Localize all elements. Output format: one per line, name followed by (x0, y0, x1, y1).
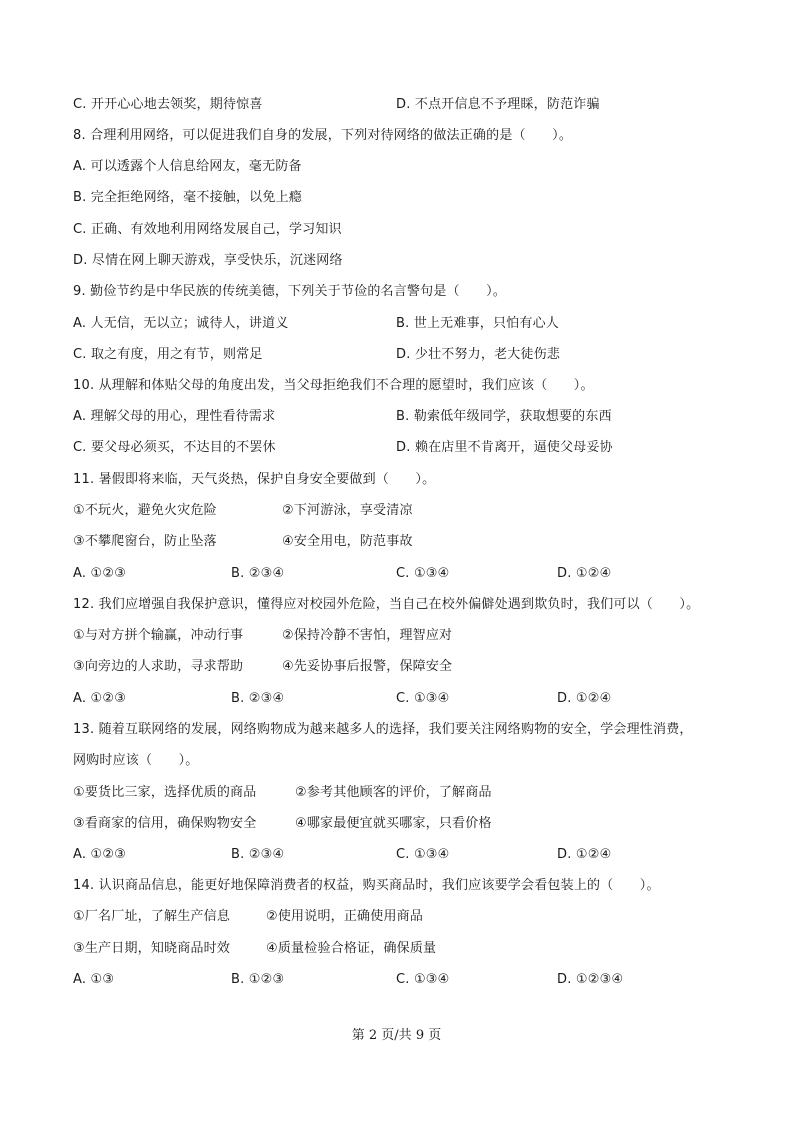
q8-option-b: B. 完全拒绝网络，毫不接触，以免上瘾 (73, 190, 302, 205)
q11-option-c: C. ①③④ (396, 566, 450, 581)
q12-statement-1: ①与对方拼个输赢，冲动行事 (73, 628, 244, 643)
q14-statement-2: ②使用说明，正确使用商品 (266, 909, 424, 924)
q13-option-c: C. ①③④ (396, 847, 450, 862)
q12-option-b: B. ②③④ (231, 691, 285, 706)
q9-option-d: D. 少壮不努力，老大徒伤悲 (396, 347, 561, 362)
q12-statement-3: ③向旁边的人求助，寻求帮助 (73, 659, 244, 674)
q11-stem: 11. 暑假即将来临，天气炎热，保护自身安全要做到（ ）。 (73, 472, 436, 487)
q14-option-a: A. ①③ (73, 972, 115, 987)
q14-option-c: C. ①③④ (396, 972, 450, 987)
q13-option-d: D. ①②④ (557, 847, 612, 862)
q11-statement-2: ②下河游泳，享受清凉 (282, 503, 413, 518)
q14-option-d: D. ①②③④ (557, 972, 624, 987)
q13-statement-1: ①要货比三家，选择优质的商品 (73, 785, 257, 800)
q12-statement-2: ②保持冷静不害怕，理智应对 (282, 628, 453, 643)
q12-statement-4: ④先妥协事后报警，保障安全 (282, 659, 453, 674)
q10-option-c: C. 要父母必须买，不达目的不罢休 (73, 440, 276, 455)
q13-statement-2: ②参考其他顾客的评价，了解商品 (295, 785, 492, 800)
q11-option-a: A. ①②③ (73, 566, 127, 581)
q10-option-d: D. 赖在店里不肯离开，逼使父母妥协 (396, 440, 613, 455)
q10-option-a: A. 理解父母的用心，理性看待需求 (73, 409, 276, 424)
q8-stem: 8. 合理利用网络，可以促进我们自身的发展，下列对待网络的做法正确的是（ ）。 (73, 128, 573, 143)
q9-option-b: B. 世上无难事，只怕有心人 (396, 316, 559, 331)
q13-statement-4: ④哪家最便宜就买哪家，只看价格 (295, 816, 492, 831)
q13-option-a: A. ①②③ (73, 847, 127, 862)
q11-option-b: B. ②③④ (231, 566, 285, 581)
q7-option-c: C. 开开心心地去领奖，期待惊喜 (73, 97, 263, 112)
page-number-footer: 第 2 页/共 9 页 (351, 1028, 442, 1043)
q13-stem-line-2: 网购时应该（ ）。 (73, 753, 199, 768)
q13-option-b: B. ②③④ (231, 847, 285, 862)
q14-statement-1: ①厂名厂址，了解生产信息 (73, 909, 231, 924)
q9-option-c: C. 取之有度，用之有节，则常足 (73, 347, 263, 362)
q9-option-a: A. 人无信，无以立；诚待人，讲道义 (73, 316, 289, 331)
q14-stem: 14. 认识商品信息，能更好地保障消费者的权益，购买商品时，我们应该要学会看包装上的（ ）。 (73, 878, 660, 893)
q13-stem-line-1: 13. 随着互联网络的发展，网络购物成为越来越多人的选择，我们要关注网络购物的安全，学会理性消费， (73, 722, 693, 737)
q14-option-b: B. ①②③ (231, 972, 285, 987)
q8-option-a: A. 可以透露个人信息给网友，毫无防备 (73, 159, 302, 174)
q11-statement-4: ④安全用电，防范事故 (282, 534, 413, 549)
q8-option-c: C. 正确、有效地利用网络发展自己，学习知识 (73, 222, 342, 237)
q8-option-d: D. 尽情在网上聊天游戏，享受快乐，沉迷网络 (73, 253, 343, 268)
q14-statement-4: ④质量检验合格证，确保质量 (266, 941, 437, 956)
q14-statement-3: ③生产日期，知晓商品时效 (73, 941, 231, 956)
q7-option-d: D. 不点开信息不予理睬，防范诈骗 (396, 97, 600, 112)
q11-option-d: D. ①②④ (557, 566, 612, 581)
q11-statement-3: ③不攀爬窗台，防止坠落 (73, 534, 217, 549)
q12-option-c: C. ①③④ (396, 691, 450, 706)
q12-stem: 12. 我们应增强自我保护意识，懂得应对校园外危险，当自己在校外偏僻处遇到欺负时，我们可以（ ）。 (73, 597, 700, 612)
q12-option-a: A. ①②③ (73, 691, 127, 706)
q11-statement-1: ①不玩火，避免火灾危险 (73, 503, 217, 518)
q10-option-b: B. 勒索低年级同学，获取想要的东西 (396, 409, 612, 424)
q13-statement-3: ③看商家的信用，确保购物安全 (73, 816, 257, 831)
q10-stem: 10. 从理解和体贴父母的角度出发，当父母拒绝我们不合理的愿望时，我们应该（ ）。 (73, 378, 594, 393)
q12-option-d: D. ①②④ (557, 691, 612, 706)
q9-stem: 9. 勤俭节约是中华民族的传统美德，下列关于节俭的名言警句是（ ）。 (73, 284, 507, 299)
